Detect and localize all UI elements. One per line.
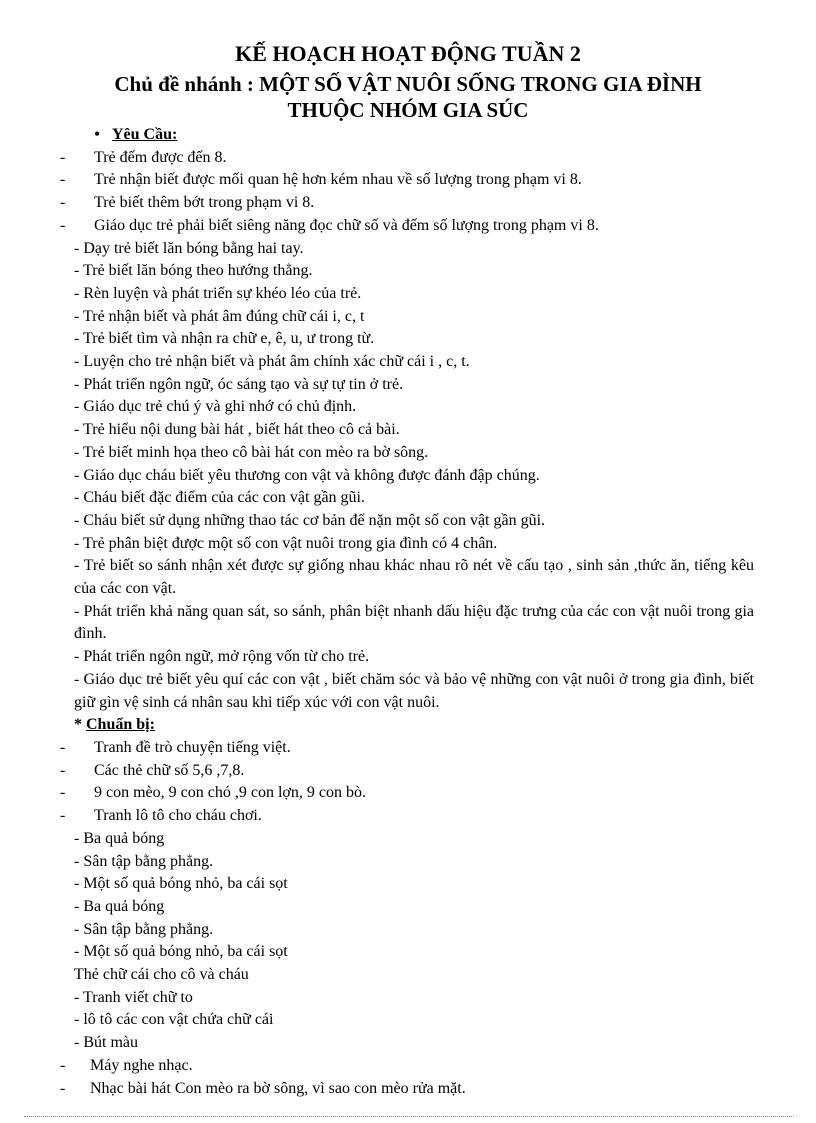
list-item: - Ba quả bóng xyxy=(74,897,165,915)
requirements-heading: Yêu Cầu: xyxy=(112,126,178,143)
list-item: - Bút màu xyxy=(74,1034,138,1052)
subtopic-title: Chủ đề nhánh : MỘT SỐ VẬT NUÔI SỐNG TRONG GIA ĐÌNH xyxy=(114,72,702,96)
list-item: - Sân tập bằng phẳng. xyxy=(74,852,214,870)
dash-marker: - xyxy=(60,171,66,189)
list-item: - Trẻ biết lăn bóng theo hướng thẳng. xyxy=(74,262,313,280)
dash-marker: - xyxy=(60,148,66,166)
dash-marker: - xyxy=(60,761,66,779)
list-item: - Trẻ đếm được đến 8. xyxy=(74,147,754,170)
dash-marker: - xyxy=(60,738,66,756)
list-item: - Trẻ biết tìm và nhận ra chữ e, ê, u, ư trong từ. xyxy=(74,330,375,348)
list-item: - Rèn luyện và phát triển sự khéo léo của trẻ. xyxy=(74,284,362,302)
page-bottom-divider xyxy=(24,1116,794,1117)
list-item: - Trẻ biết minh họa theo cô bài hát con mèo ra bờ sông. xyxy=(74,443,429,461)
bullet-icon: • xyxy=(94,126,100,143)
list-item: - Máy nghe nhạc. xyxy=(74,1055,754,1078)
preparation-heading: Chuẩn bị: xyxy=(86,716,155,734)
list-item: Thẻ chữ cái cho cô và cháu xyxy=(74,966,249,984)
list-item: - Nhạc bài hát Con mèo ra bờ sông, vì sao con mèo rửa mặt. xyxy=(74,1078,754,1101)
list-item: - Dạy trẻ biết lăn bóng bằng hai tay. xyxy=(74,239,304,257)
list-item: - Ba quả bóng xyxy=(74,829,165,847)
list-item: - Cháu biết đặc điểm của các con vật gần gũi. xyxy=(74,489,365,507)
list-item: - Các thẻ chữ số 5,6 ,7,8. xyxy=(74,760,754,783)
list-item: - Một số quả bóng nhỏ, ba cái sọt xyxy=(74,943,288,961)
list-item: - Trẻ nhận biết được mối quan hệ hơn kém nhau về số lượng trong phạm vi 8. xyxy=(74,169,754,192)
list-item: - Giáo dục trẻ phải biết siêng năng đọc chữ số và đếm số lượng trong phạm vi 8. xyxy=(74,215,754,238)
list-item: - Luyện cho trẻ nhận biết và phát âm chính xác chữ cái i , c, t. xyxy=(74,353,470,371)
preparation-heading-row xyxy=(74,714,754,737)
list-item: - Trẻ phân biệt được một số con vật nuôi trong gia đình có 4 chân. xyxy=(74,534,498,552)
dash-marker: - xyxy=(60,194,66,212)
list-item: - Trẻ nhận biết và phát âm đúng chữ cái i, c, t xyxy=(74,307,365,325)
dash-marker: - xyxy=(60,216,66,234)
subtopic-group: THUỘC NHÓM GIA SÚC xyxy=(287,98,529,122)
dash-marker: - xyxy=(60,1079,66,1097)
list-item: - Giáo dục trẻ biết yêu quí các con vật , biết chăm sóc và bảo vệ những con vật nuôi ở trong gia đình, biết giữ gìn vệ sinh cá nhân sau khi tiếp xúc với con vật nuôi. xyxy=(74,670,754,711)
list-item: - Tranh lô tô cho cháu chơi. xyxy=(74,805,754,828)
list-item: - lô tô các con vật chứa chữ cái xyxy=(74,1011,274,1029)
list-item: - Cháu biết sử dụng những thao tác cơ bản để nặn một số con vật gần gũi. xyxy=(74,511,546,529)
document-body xyxy=(60,124,754,1100)
list-item: - Giáo dục cháu biết yêu thương con vật và không được đánh đập chúng. xyxy=(74,466,540,484)
dash-marker: - xyxy=(60,784,66,802)
list-item: - Giáo dục trẻ chú ý và ghi nhớ có chủ định. xyxy=(74,398,357,416)
list-item: - 9 con mèo, 9 con chó ,9 con lợn, 9 con bò. xyxy=(74,782,754,805)
list-item: - Phát triển ngôn ngữ, óc sáng tạo và sự tự tin ở trẻ. xyxy=(74,375,404,393)
page-title: KẾ HOẠCH HOẠT ĐỘNG TUẦN 2 xyxy=(235,41,581,66)
list-item: - Sân tập bằng phẳng. xyxy=(74,920,214,938)
requirements-heading-row xyxy=(82,124,754,147)
asterisk-marker: * xyxy=(74,716,82,734)
list-item: - Phát triển ngôn ngữ, mở rộng vốn từ cho trẻ. xyxy=(74,648,370,666)
dash-marker: - xyxy=(60,1056,66,1074)
list-item: - Một số quả bóng nhỏ, ba cái sọt xyxy=(74,875,288,893)
list-item: - Phát triển khả năng quan sát, so sánh, phân biệt nhanh dấu hiệu đặc trưng của các con vật nuôi trong gia đình. xyxy=(74,602,754,643)
dash-marker: - xyxy=(60,807,66,825)
list-item: - Trẻ hiểu nội dung bài hát , biết hát theo cô cả bài. xyxy=(74,421,400,439)
list-item: - Trẻ biết so sánh nhận xét được sự giống nhau khác nhau rõ nét về cấu tạo , sinh sản ,thức ăn, tiếng kêu của các con vật. xyxy=(74,557,754,598)
list-item: - Tranh viết chữ to xyxy=(74,988,193,1006)
list-item: - Trẻ biết thêm bớt trong phạm vi 8. xyxy=(74,192,754,215)
list-item: - Tranh đề trò chuyện tiếng việt. xyxy=(74,737,754,760)
